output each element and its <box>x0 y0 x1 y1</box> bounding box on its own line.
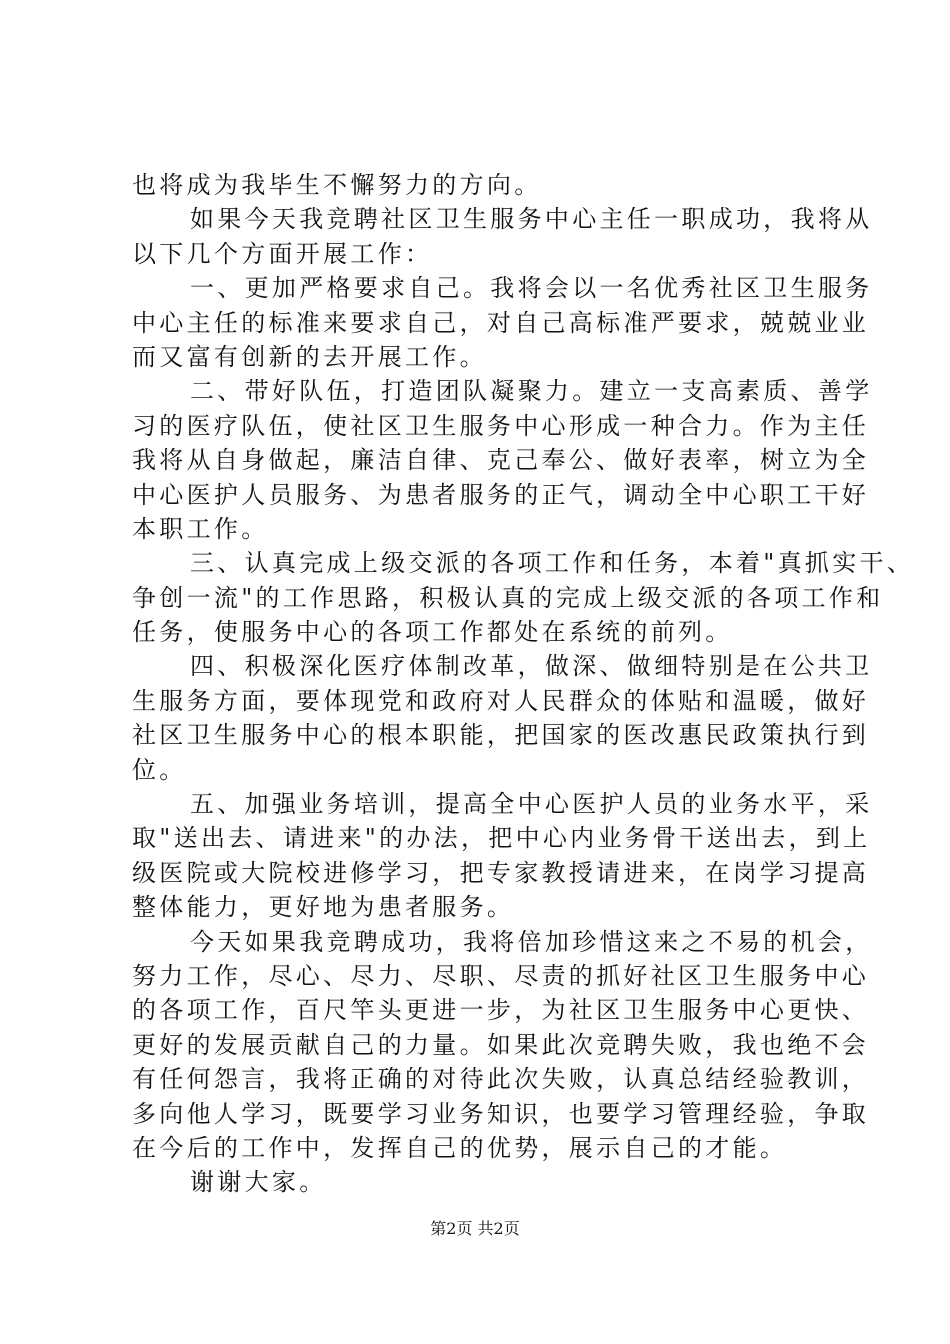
text-line: 我将从自身做起，廉洁自律、克己奉公、做好表率，树立为全 <box>132 446 870 475</box>
text-line: 三、认真完成上级交派的各项工作和任务，本着"真抓实干、 <box>190 549 915 578</box>
paragraph-8 <box>132 925 873 1166</box>
text-line: 中心主任的标准来要求自己，对自己高标准严要求，兢兢业业 <box>132 308 870 337</box>
text-line: 而又富有创新的去开展工作。 <box>132 342 487 371</box>
paragraph-4 <box>132 374 873 546</box>
paragraph-5 <box>132 546 915 649</box>
text-line: 在今后的工作中，发挥自己的优势，展示自己的才能。 <box>132 1133 788 1162</box>
paragraph-6 <box>132 649 873 787</box>
text-line: 社区卫生服务中心的根本职能，把国家的医改惠民政策执行到 <box>132 721 870 750</box>
text-line: 如果今天我竞聘社区卫生服务中心主任一职成功，我将从 <box>190 205 873 234</box>
text-line: 习的医疗队伍，使社区卫生服务中心形成一种合力。作为主任 <box>132 411 870 440</box>
text-line: 更好的发展贡献自己的力量。如果此次竞聘失败，我也绝不会 <box>132 1030 870 1059</box>
text-line: 本职工作。 <box>132 514 269 543</box>
document-body <box>132 168 915 1200</box>
paragraph-7 <box>132 787 873 925</box>
text-line: 生服务方面，要体现党和政府对人民群众的体贴和温暖，做好 <box>132 686 870 715</box>
text-line: 多向他人学习，既要学习业务知识，也要学习管理经验，争取 <box>132 1099 870 1128</box>
paragraph-1 <box>132 168 832 202</box>
text-line: 也将成为我毕生不懈努力的方向。 <box>132 171 542 199</box>
paragraph-2 <box>132 202 873 271</box>
text-line: 四、积极深化医疗体制改革，做深、做细特别是在公共卫 <box>190 652 873 681</box>
paragraph-9 <box>132 1165 832 1199</box>
text-line: 有任何怨言，我将正确的对待此次失败，认真总结经验教训， <box>132 1065 870 1094</box>
text-line: 以下几个方面开展工作： <box>132 239 433 268</box>
text-line: 位。 <box>132 755 187 784</box>
text-line: 二、带好队伍，打造团队凝聚力。建立一支高素质、善学 <box>190 377 873 406</box>
text-line: 任务，使服务中心的各项工作都处在系统的前列。 <box>132 618 733 647</box>
text-line: 取"送出去、请进来"的办法，把中心内业务骨干送出去，到上 <box>132 824 871 853</box>
text-line: 整体能力，更好地为患者服务。 <box>132 893 515 922</box>
text-line: 的各项工作，百尺竿头更进一步，为社区卫生服务中心更快、 <box>132 996 870 1025</box>
text-line: 谢谢大家。 <box>190 1168 327 1197</box>
text-line: 级医院或大院校进修学习，把专家教授请进来，在岗学习提高 <box>132 858 870 887</box>
text-line: 争创一流"的工作思路，积极认真的完成上级交派的各项工作和 <box>132 583 884 612</box>
page-number-label: 第2页 共2页 <box>430 1219 520 1238</box>
text-line: 今天如果我竞聘成功，我将倍加珍惜这来之不易的机会， <box>190 927 873 956</box>
text-line: 努力工作，尽心、尽力、尽职、尽责的抓好社区卫生服务中心 <box>132 961 870 990</box>
page-footer <box>0 1216 950 1239</box>
text-line: 中心医护人员服务、为患者服务的正气，调动全中心职工干好 <box>132 480 870 509</box>
paragraph-3 <box>132 271 873 374</box>
text-line: 五、加强业务培训，提高全中心医护人员的业务水平，采 <box>190 790 873 819</box>
text-line: 一、更加严格要求自己。我将会以一名优秀社区卫生服务 <box>190 274 873 303</box>
